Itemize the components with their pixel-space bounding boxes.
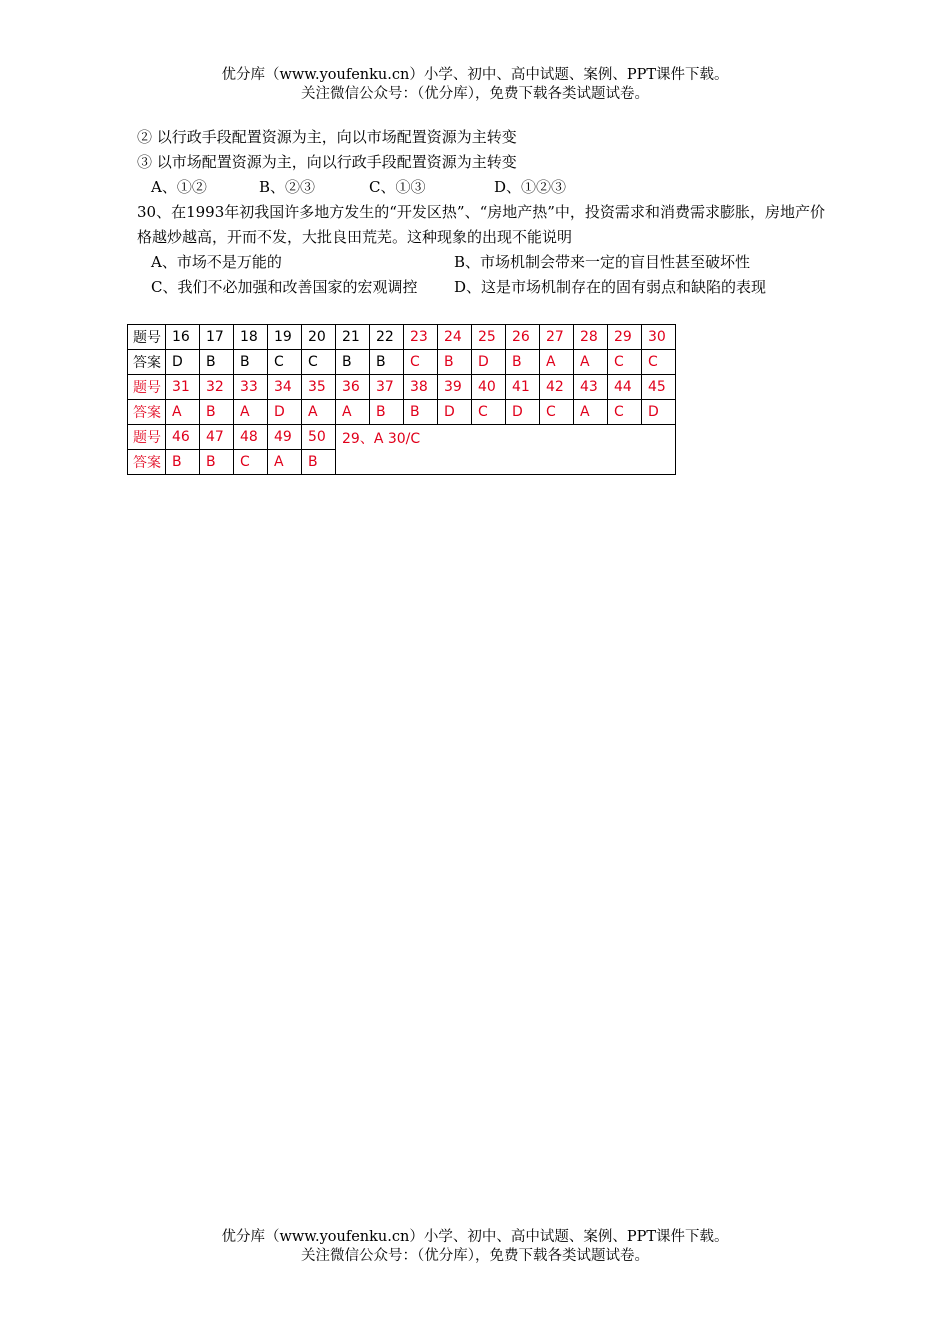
q29-options (137, 175, 837, 200)
question-number-cell: 24 (438, 325, 472, 350)
answer-cell: A (574, 400, 608, 425)
answer-cell: C (608, 350, 642, 375)
answer-cell: B (506, 350, 540, 375)
statement-2: ② 以行政手段配置资源为主，向以市场配置资源为主转变 (137, 128, 517, 146)
question-number-cell: 35 (302, 375, 336, 400)
answer-cell: A (540, 350, 574, 375)
question-content (137, 125, 837, 300)
question-number-cell: 26 (506, 325, 540, 350)
question-number-cell: 48 (234, 425, 268, 450)
answer-cell: A (166, 400, 200, 425)
question-number-cell: 22 (370, 325, 404, 350)
answer-cell: B (200, 450, 234, 475)
answer-cell: A (302, 400, 336, 425)
question-number-cell: 49 (268, 425, 302, 450)
row-label-answer: 答案 (128, 400, 166, 425)
answer-cell: A (574, 350, 608, 375)
q29-option-c: C、①③ (369, 178, 426, 196)
answer-cell: B (200, 400, 234, 425)
answer-cell: D (506, 400, 540, 425)
question-number-cell: 39 (438, 375, 472, 400)
question-number-cell: 30 (642, 325, 676, 350)
table-row (128, 350, 676, 375)
answer-cell: C (404, 350, 438, 375)
q30-options-row-1 (137, 250, 837, 275)
q30-option-b: B、市场机制会带来一定的盲目性甚至破坏性 (454, 253, 751, 271)
answer-cell: D (268, 400, 302, 425)
answer-cell: D (166, 350, 200, 375)
question-number-cell: 36 (336, 375, 370, 400)
row-label-number: 题号 (128, 425, 166, 450)
table-row (128, 400, 676, 425)
question-number-cell: 32 (200, 375, 234, 400)
question-number-cell: 27 (540, 325, 574, 350)
row-label-answer: 答案 (128, 350, 166, 375)
answer-cell: B (166, 450, 200, 475)
table-row (128, 325, 676, 350)
answer-cell: A (336, 400, 370, 425)
page-header (0, 66, 950, 104)
q29-option-b: B、②③ (259, 178, 316, 196)
question-number-cell: 29 (608, 325, 642, 350)
question-number-cell: 42 (540, 375, 574, 400)
question-number-cell: 19 (268, 325, 302, 350)
answer-cell: C (268, 350, 302, 375)
question-number-cell: 37 (370, 375, 404, 400)
table-row (128, 425, 676, 450)
answer-cell: B (336, 350, 370, 375)
question-number-cell: 41 (506, 375, 540, 400)
question-number-cell: 47 (200, 425, 234, 450)
answer-cell: C (540, 400, 574, 425)
row-label-number: 题号 (128, 375, 166, 400)
q30-option-a: A、市场不是万能的 (151, 253, 282, 271)
question-number-cell: 17 (200, 325, 234, 350)
question-number-cell: 21 (336, 325, 370, 350)
q30-option-d: D、这是市场机制存在的固有弱点和缺陷的表现 (454, 278, 767, 296)
page-footer (0, 1228, 950, 1266)
answer-cell: C (642, 350, 676, 375)
question-number-cell: 33 (234, 375, 268, 400)
question-number-cell: 20 (302, 325, 336, 350)
question-number-cell: 23 (404, 325, 438, 350)
answer-cell: A (268, 450, 302, 475)
question-number-cell: 34 (268, 375, 302, 400)
q29-option-a: A、①② (151, 178, 207, 196)
question-number-cell: 31 (166, 375, 200, 400)
row-label-answer: 答案 (128, 450, 166, 475)
question-number-cell: 45 (642, 375, 676, 400)
answer-cell: C (608, 400, 642, 425)
question-number-cell: 25 (472, 325, 506, 350)
answer-cell: D (472, 350, 506, 375)
answer-cell: B (302, 450, 336, 475)
answer-cell: B (200, 350, 234, 375)
row-label-number: 题号 (128, 325, 166, 350)
answer-cell: C (302, 350, 336, 375)
answer-cell: B (370, 400, 404, 425)
question-number-cell: 28 (574, 325, 608, 350)
q30-options-row-2 (137, 275, 837, 300)
table-row (128, 375, 676, 400)
question-number-cell: 43 (574, 375, 608, 400)
q30-option-c: C、我们不必加强和改善国家的宏观调控 (151, 278, 418, 296)
footer-line-2: 关注微信公众号：（优分库），免费下载各类试题试卷。 (301, 1248, 649, 1264)
question-number-cell: 18 (234, 325, 268, 350)
answer-cell: D (438, 400, 472, 425)
header-line-1: 优分库（www.youfenku.cn）小学、初中、高中试题、案例、PPT课件下载。 (221, 67, 729, 83)
answer-cell: B (234, 350, 268, 375)
footer-line-1: 优分库（www.youfenku.cn）小学、初中、高中试题、案例、PPT课件下载。 (221, 1229, 729, 1245)
q30-stem: 30、在1993年初我国许多地方发生的“开发区热”、“房地产热”中，投资需求和消费需求膨胀，房地产价格越炒越高，开而不发，大批良田荒芜。这种现象的出现不能说明 (137, 203, 825, 246)
header-line-2: 关注微信公众号：（优分库），免费下载各类试题试卷。 (301, 86, 649, 102)
answer-cell: B (438, 350, 472, 375)
answer-cell: A (234, 400, 268, 425)
q29-option-d: D、①②③ (494, 178, 567, 196)
answer-cell: C (234, 450, 268, 475)
answer-table (127, 324, 676, 475)
question-number-cell: 38 (404, 375, 438, 400)
answer-note-cell: 29、A 30/C (336, 425, 676, 475)
answer-cell: B (370, 350, 404, 375)
answer-cell: D (642, 400, 676, 425)
question-number-cell: 44 (608, 375, 642, 400)
question-number-cell: 16 (166, 325, 200, 350)
answer-cell: B (404, 400, 438, 425)
statement-3: ③ 以市场配置资源为主，向以行政手段配置资源为主转变 (137, 153, 517, 171)
question-number-cell: 46 (166, 425, 200, 450)
question-number-cell: 40 (472, 375, 506, 400)
question-number-cell: 50 (302, 425, 336, 450)
answer-cell: C (472, 400, 506, 425)
